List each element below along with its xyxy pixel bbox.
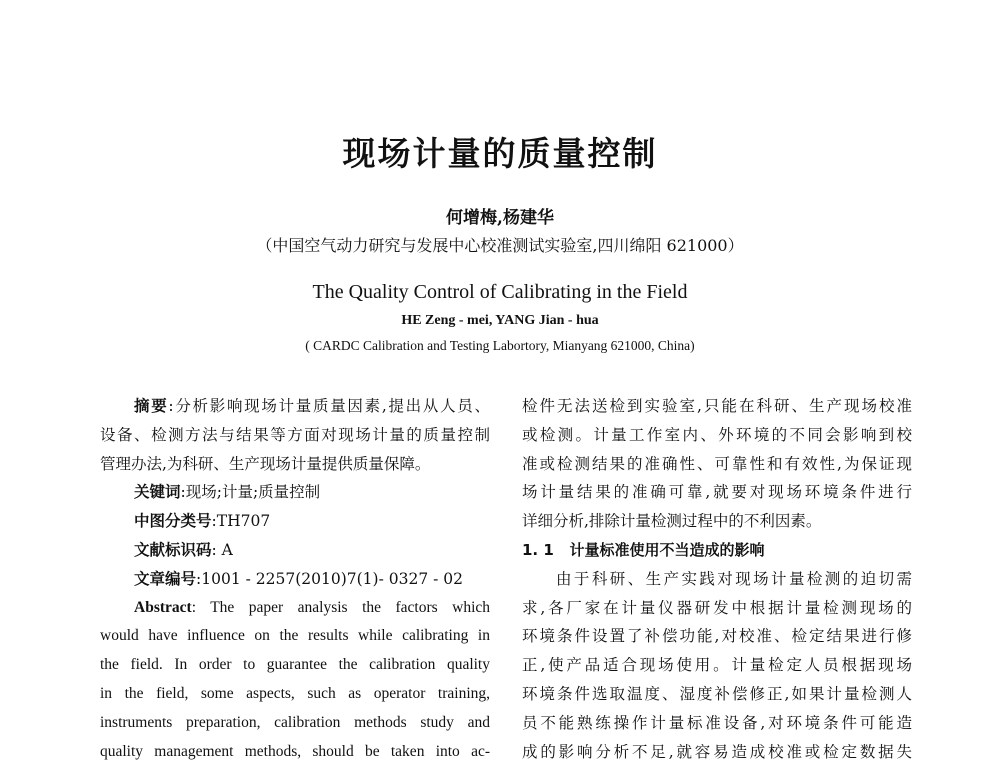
en-abstract-line: the field. In order to guarantee the calibration quality [100, 656, 490, 674]
authors-en: HE Zeng - mei, YANG Jian - hua [401, 313, 599, 328]
body-line: 检件无法送检到实验室,只能在科研、生产现场校准 [522, 397, 912, 415]
body-line: 场计量结果的准确可靠,就要对现场环境条件进行 [522, 483, 912, 502]
keywords-value: :现场;计量;质量控制 [180, 483, 321, 502]
body-line: 员不能熟练操作计量标准设备,对环境条件可能造 [522, 713, 912, 732]
clc-value: :TH707 [211, 512, 271, 531]
abstract-label: 摘要 [134, 396, 169, 415]
abstract-line: 设备、检测方法与结果等方面对现场计量的质量控制 [100, 425, 490, 444]
clc-label: 中图分类号 [134, 511, 212, 531]
document-code-label: 文献标识码 [134, 539, 212, 559]
en-abstract-line: in the field, some aspects, such as operator training, [100, 684, 490, 702]
article-number-label: 文章编号 [134, 568, 197, 588]
article-number-value: :1001 - 2257(2010)7(1)- 0327 - 02 [196, 569, 464, 588]
en-abstract-line: would have influence on the results while calibrating in [100, 627, 490, 645]
abstract-line: 摘要:分析影响现场计量质量因素,提出从人员、 [134, 396, 490, 415]
authors-cn: 何增梅,杨建华 [446, 208, 554, 228]
left-column [100, 392, 490, 766]
en-abstract-line: instruments preparation, calibration methods study and [100, 713, 490, 731]
section-number: 1. 1 [522, 540, 554, 559]
paper-title: 现场计量的质量控制 [342, 134, 658, 173]
keywords [100, 478, 490, 507]
body-line: 正,使产品适合现场使用。计量检定人员根据现场 [522, 656, 912, 675]
en-abstract-line: Abstract: The paper analysis the factors which [134, 598, 490, 616]
en-abstract-label: Abstract [134, 598, 192, 616]
body-line: 准或检测结果的准确性、可靠性和有效性,为保证现 [522, 454, 912, 473]
body-line: 环境条件选取温度、湿度补偿修正,如果计量检测人 [522, 684, 912, 703]
en-abstract-line: quality management methods, should be taken into ac- [100, 742, 490, 760]
body-line: 由于科研、生产实践对现场计量检测的迫切需 [556, 569, 912, 588]
body-line: 求,各厂家在计量仪器研发中根据计量检测现场的 [522, 598, 912, 617]
paper-title-en: The Quality Control of Calibrating in the Field [312, 281, 688, 303]
keywords-label: 关键词 [134, 482, 181, 502]
abstract-line: 管理办法,为科研、生产现场计量提供质量保障。 [100, 454, 431, 473]
affiliation-en: ( CARDC Calibration and Testing Labortory, Mianyang 621000, China) [305, 338, 695, 353]
section-title: 计量标准使用不当造成的影响 [569, 540, 765, 559]
affiliation-cn: （中国空气动力研究与发展中心校准测试实验室,四川绵阳 621000） [256, 236, 744, 255]
body-line: 成的影响分析不足,就容易造成校准或检定数据失 [522, 742, 912, 761]
right-column [522, 392, 912, 766]
body-line: 或检测。计量工作室内、外环境的不同会影响到校 [522, 425, 912, 444]
document-code-value: : A [211, 540, 233, 559]
section-heading [522, 536, 912, 565]
body-line: 详细分析,排除计量检测过程中的不利因素。 [522, 512, 822, 531]
body-line: 环境条件设置了补偿功能,对校准、检定结果进行修 [522, 627, 912, 646]
article-number [100, 565, 490, 594]
document-code [100, 536, 490, 565]
clc-number [100, 507, 490, 536]
